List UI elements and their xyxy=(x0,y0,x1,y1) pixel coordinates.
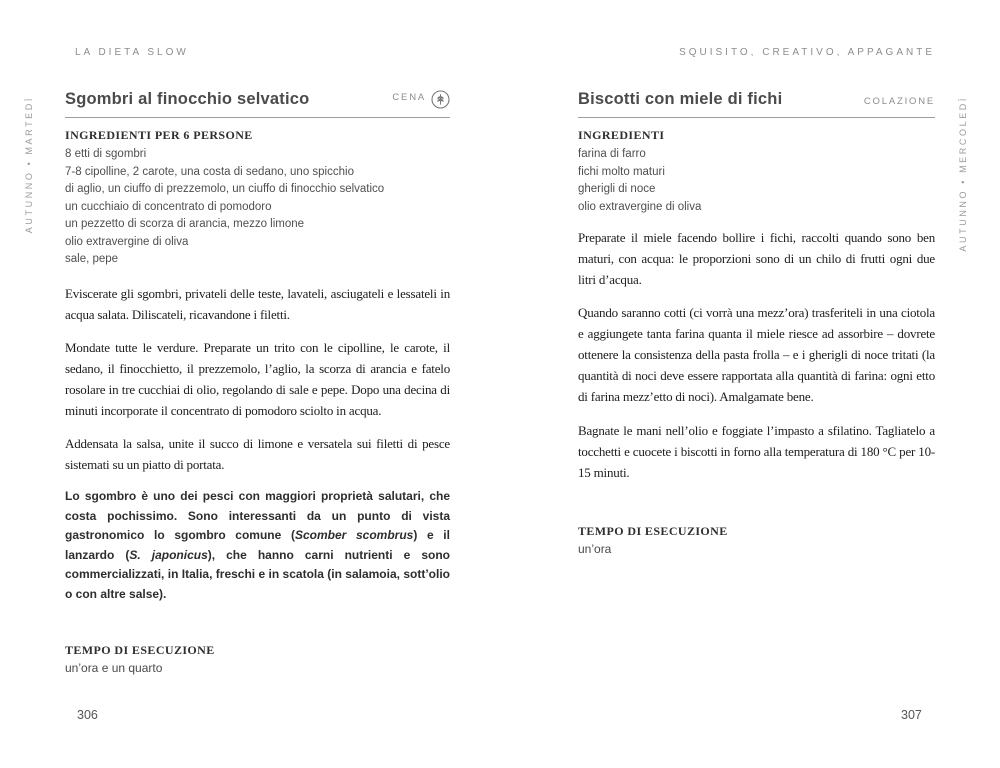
recipe-body-right xyxy=(578,227,935,495)
ingredients-heading-left: INGREDIENTI PER 6 PERSONE xyxy=(65,128,253,142)
time-value-left: un’ora e un quarto xyxy=(65,661,163,675)
ingredient-line: farina di farro xyxy=(578,148,646,160)
time-value-right: un’ora xyxy=(578,542,612,556)
ingredient-line: sale, pepe xyxy=(65,253,119,265)
ingredient-line: fichi molto maturi xyxy=(578,165,665,178)
recipe-header-right xyxy=(578,90,935,109)
ingredient-line: di aglio, un ciuffo di prezzemolo, un ciuffo di finocchio selvatico xyxy=(65,183,385,195)
ingredients-list-left xyxy=(65,146,384,269)
recipe-note: Lo sgombro è uno dei pesci con maggiori proprietà salutari, che costa pochissimo. Sono interessanti da un punto di vista gastronomico lo sgombro comune (Scomber scombrus) e il lanzardo (S. japonicus), che hanno carni nutrienti e sono commercializzati, in Italia, freschi e in scatola (in salamoia, sott’olio o con altre salse). xyxy=(65,489,450,601)
running-head-right: SQUISITO, CREATIVO, APPAGANTE xyxy=(679,47,935,58)
ingredient-line: olio extravergine di oliva xyxy=(65,235,189,248)
recipe-body-left xyxy=(65,283,450,604)
ingredient-line: un cucchiaio di concentrato di pomodoro xyxy=(65,200,272,213)
ingredient-line: olio extravergine di oliva xyxy=(578,200,702,213)
ingredients-list-right xyxy=(578,146,701,216)
right-margin-day-label: AUTUNNO • MERCOLEDÌ xyxy=(958,96,968,252)
ingredient-line: un pezzetto di scorza di arancia, mezzo limone xyxy=(65,218,305,230)
wheat-emblem-icon xyxy=(431,90,450,109)
title-rule-right xyxy=(578,117,935,118)
recipe-title-left: Sgombri al finocchio selvatico xyxy=(65,90,310,108)
recipe-title-right: Biscotti con miele di fichi xyxy=(578,90,783,108)
left-margin-day-label: AUTUNNO • MARTEDÌ xyxy=(24,96,34,234)
recipe-paragraph: Eviscerate gli sgombri, privateli delle teste, lavateli, asciugateli e lessateli in acqua salata. Diliscateli, ricavandone i filetti. xyxy=(65,286,450,322)
recipe-paragraph: Mondate tutte le verdure. Preparate un trito con le cipolline, le carote, il sedano, il finocchietto, il prezzemolo, l’aglio, la scorza di arancia e fatelo rosolare in tre cucchiai di olio, regolando di sale e pepe. Dopo una decina di minuti incorporate il concentrato di pomodoro sciolto in acqua. xyxy=(65,340,450,418)
recipe-paragraph: Preparate il miele facendo bollire i fichi, raccolti quando sono ben maturi, con acqua: le proporzioni sono di un chilo di frutti ogni due litri d’acqua. xyxy=(578,230,935,287)
meal-tag-right xyxy=(864,98,935,109)
ingredient-line: 8 etti di sgombri xyxy=(65,148,147,160)
title-rule-left xyxy=(65,117,450,118)
page-number-right: 307 xyxy=(901,708,922,722)
meal-label-colazione: COLAZIONE xyxy=(863,96,935,107)
ingredients-heading-right: INGREDIENTI xyxy=(578,128,665,142)
time-heading-left: TEMPO DI ESECUZIONE xyxy=(65,643,215,657)
recipe-paragraph: Addensata la salsa, unite il succo di limone e versatela sui filetti di pesce sistemati su un piatto di portata. xyxy=(65,436,450,472)
recipe-header-left xyxy=(65,90,450,109)
recipe-paragraph: Quando saranno cotti (ci vorrà una mezz’ora) trasferiteli in una ciotola e aggiungete tanta farina quanta il miele riesce ad assorbire – dovrete ottenere la consistenza della pasta frolla – e i gherigli di noce tritati (la quantità di noci deve essere rapportata alla quantità di farina: ogni etto di farina mezz’etto di noci). Amalgamate bene. xyxy=(578,305,935,404)
page-number-left: 306 xyxy=(77,708,98,722)
ingredient-line: 7-8 cipolline, 2 carote, una costa di sedano, uno spicchio xyxy=(65,165,354,178)
meal-label-cena: CENA xyxy=(392,92,426,103)
recipe-paragraph: Bagnate le mani nell’olio e foggiate l’impasto a sfilatino. Tagliatelo a tocchetti e cuocete i biscotti in forno alla temperatura di 180 °C per 10-15 minuti. xyxy=(578,423,935,480)
ingredient-line: gherigli di noce xyxy=(578,183,656,195)
time-heading-right: TEMPO DI ESECUZIONE xyxy=(578,524,728,538)
meal-tag-left xyxy=(392,90,450,109)
running-head-left: LA DIETA SLOW xyxy=(75,47,189,58)
